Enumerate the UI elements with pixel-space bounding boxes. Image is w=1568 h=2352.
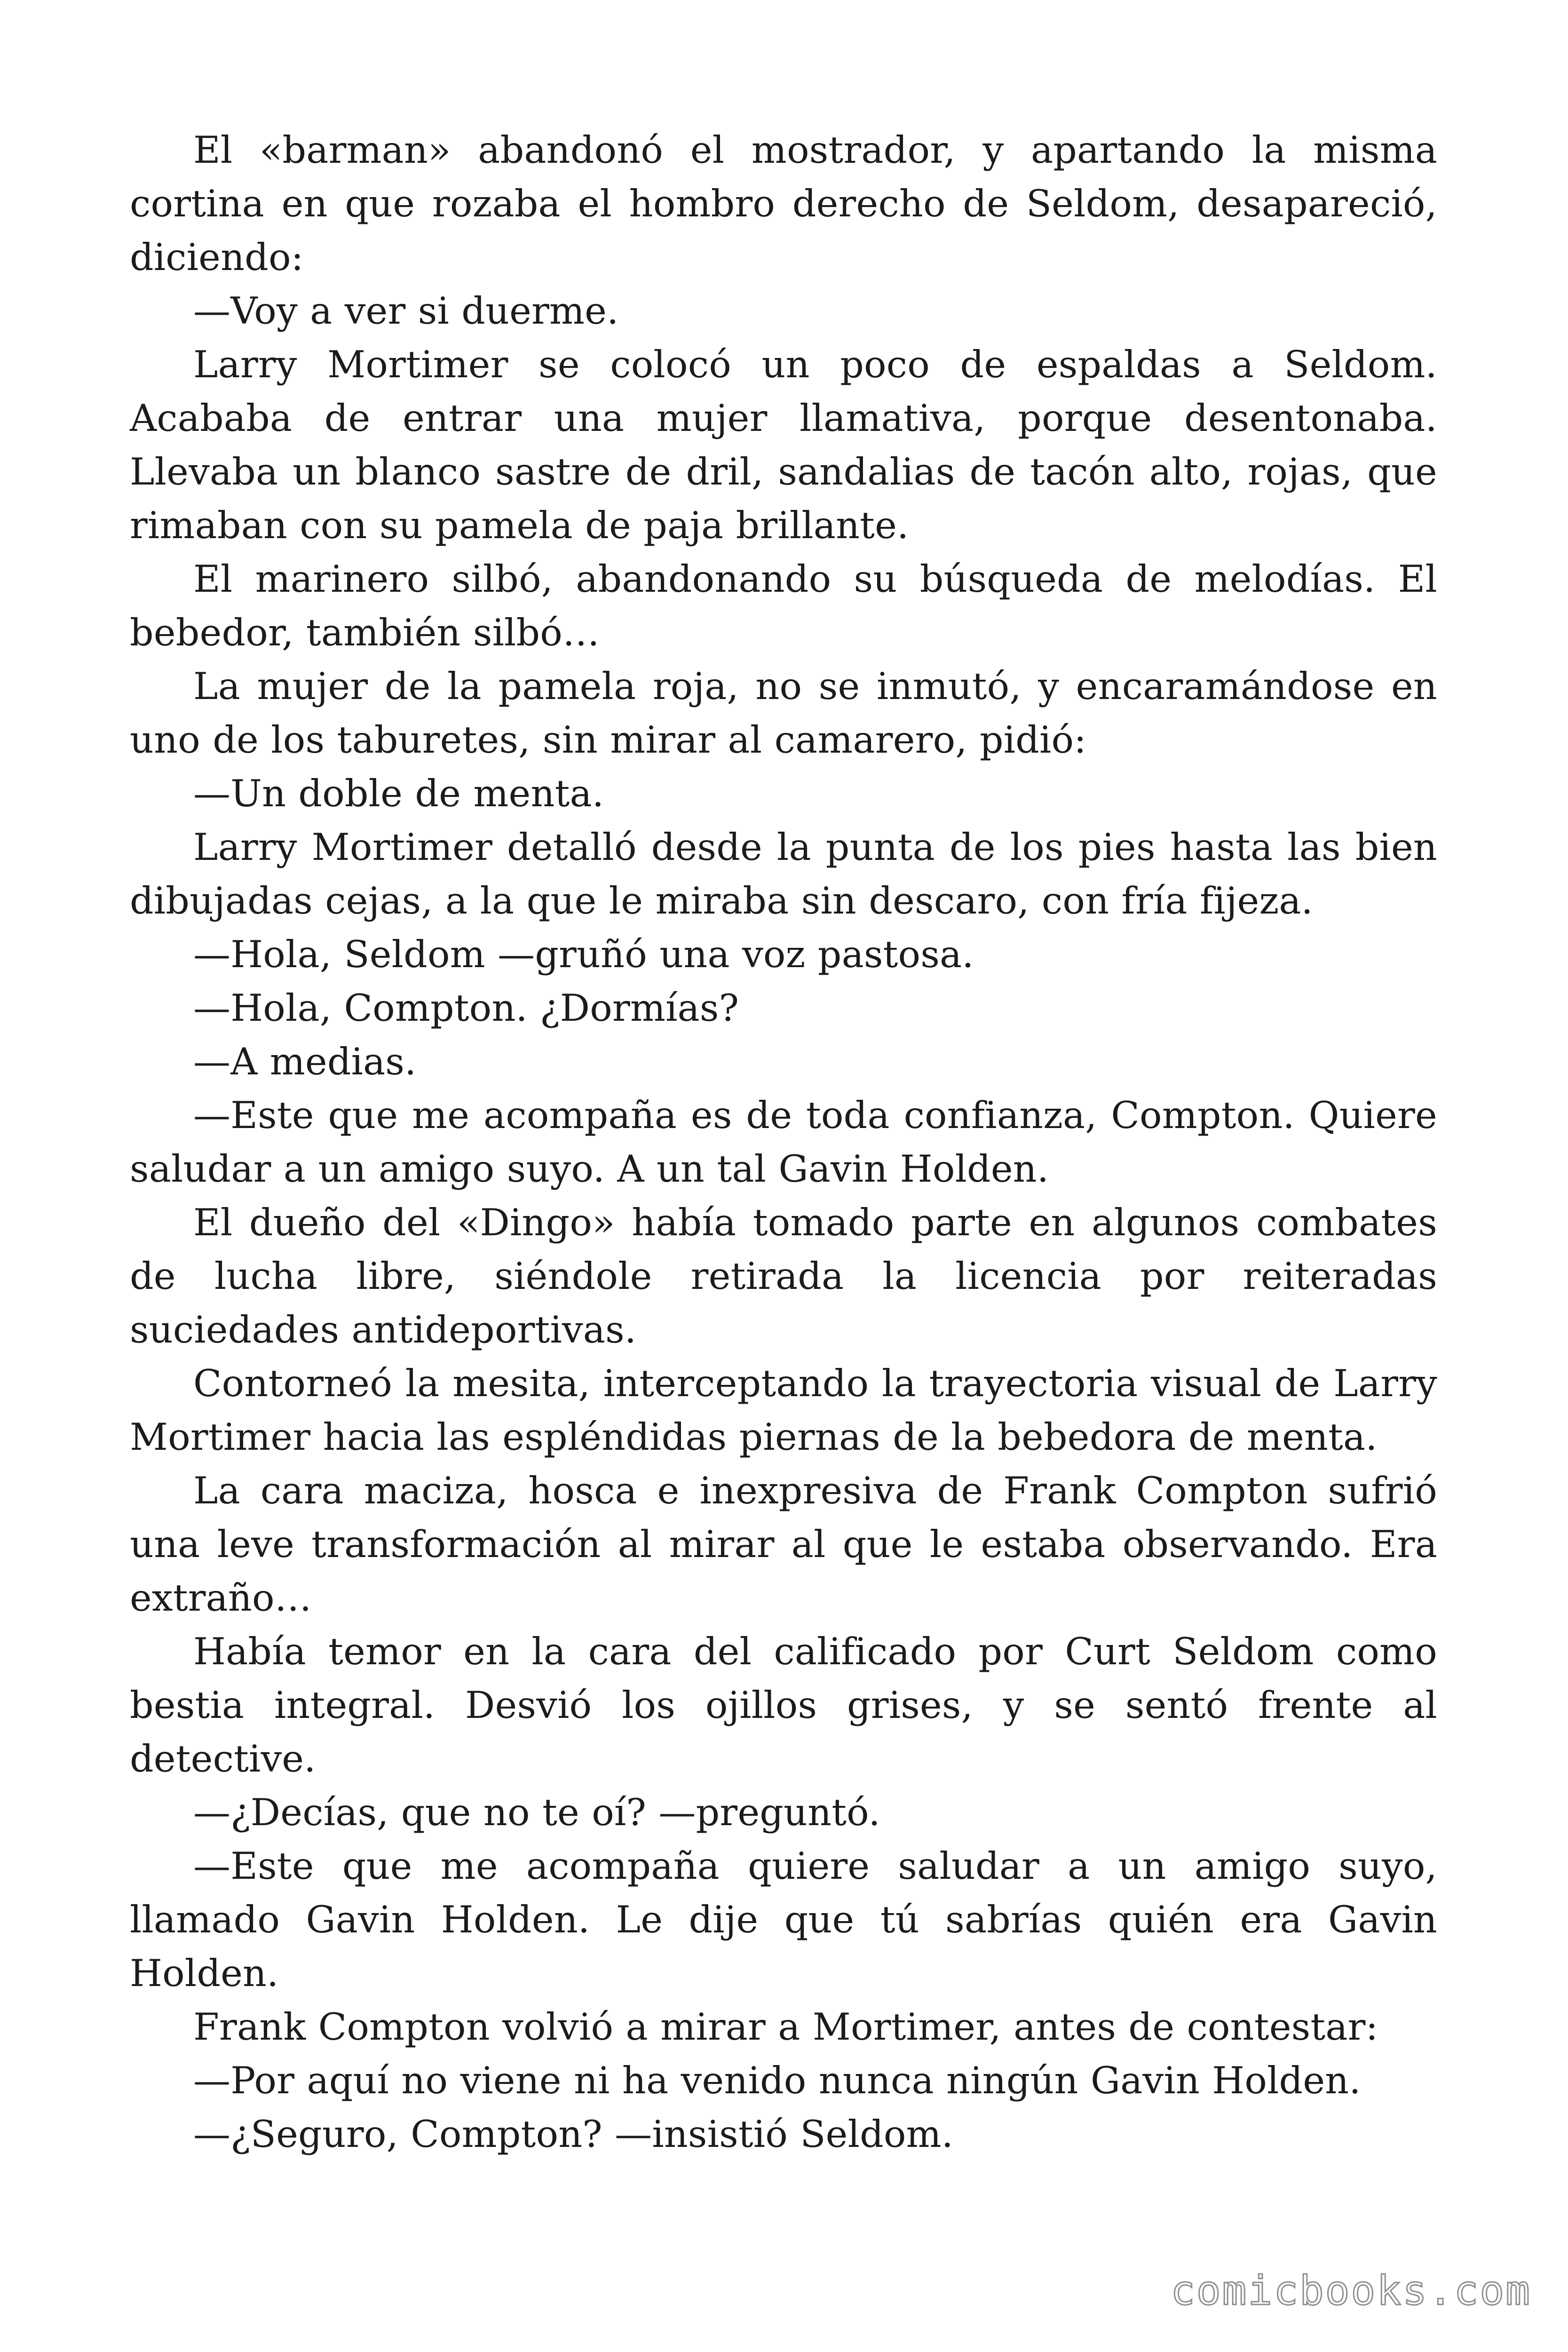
paragraph: La mujer de la pamela roja, no se inmutó, y encaramándose en uno de los taburetes, sin mirar al camarero, pidió: <box>130 665 1437 762</box>
paragraph: —Este que me acompaña quiere saludar a un amigo suyo, llamado Gavin Holden. Le dije que tú sabrías quién era Gavin Holden. <box>130 1844 1437 1995</box>
paragraph: El «barman» abandonó el mostrador, y apartando la misma cortina en que rozaba el hombro derecho de Seldom, desapareció, diciendo: <box>130 128 1437 279</box>
body-text <box>130 123 1437 2161</box>
paragraph: —Hola, Seldom —gruñó una voz pastosa. <box>193 933 974 976</box>
paragraph: —Hola, Compton. ¿Dormías? <box>193 986 739 1030</box>
paragraph: Larry Mortimer detalló desde la punta de los pies hasta las bien dibujadas cejas, a la que le miraba sin descaro, con fría fijeza. <box>130 826 1437 922</box>
paragraph: —Por aquí no viene ni ha venido nunca ningún Gavin Holden. <box>193 2059 1361 2102</box>
paragraph: —Voy a ver si duerme. <box>193 289 619 333</box>
site-watermark: comicbooks.com <box>1171 2267 1531 2314</box>
paragraph: El marinero silbó, abandonando su búsqueda de melodías. El bebedor, también silbó… <box>130 557 1437 654</box>
paragraph: Contorneó la mesita, interceptando la trayectoria visual de Larry Mortimer hacia las espléndidas piernas de la bebedora de menta. <box>130 1362 1437 1459</box>
paragraph: —Este que me acompaña es de toda confianza, Compton. Quiere saludar a un amigo suyo. A un tal Gavin Holden. <box>130 1094 1437 1191</box>
paragraph: —Un doble de menta. <box>193 772 604 815</box>
paragraph: —¿Decías, que no te oí? —preguntó. <box>193 1791 880 1834</box>
paragraph: Había temor en la cara del calificado por Curt Seldom como bestia integral. Desvió los ojillos grises, y se sentó frente al detective. <box>130 1630 1437 1780</box>
paragraph: El dueño del «Dingo» había tomado parte en algunos combates de lucha libre, siéndole retirada la licencia por reiteradas suciedades antideportivas. <box>130 1201 1437 1351</box>
paragraph: —A medias. <box>193 1040 417 1083</box>
paragraph: Frank Compton volvió a mirar a Mortimer, antes de contestar: <box>193 2005 1378 2049</box>
paragraph: La cara maciza, hosca e inexpresiva de Frank Compton sufrió una leve transformación al mirar al que le estaba observando. Era extraño… <box>130 1469 1437 1620</box>
paragraph: —¿Seguro, Compton? —insistió Seldom. <box>193 2113 954 2156</box>
paragraph: Larry Mortimer se colocó un poco de espaldas a Seldom. Acababa de entrar una mujer llamativa, porque desentonaba. Llevaba un blanco sastre de dril, sandalias de tacón alto, rojas, que rimaban con su pamela de paja brillante. <box>130 343 1437 547</box>
